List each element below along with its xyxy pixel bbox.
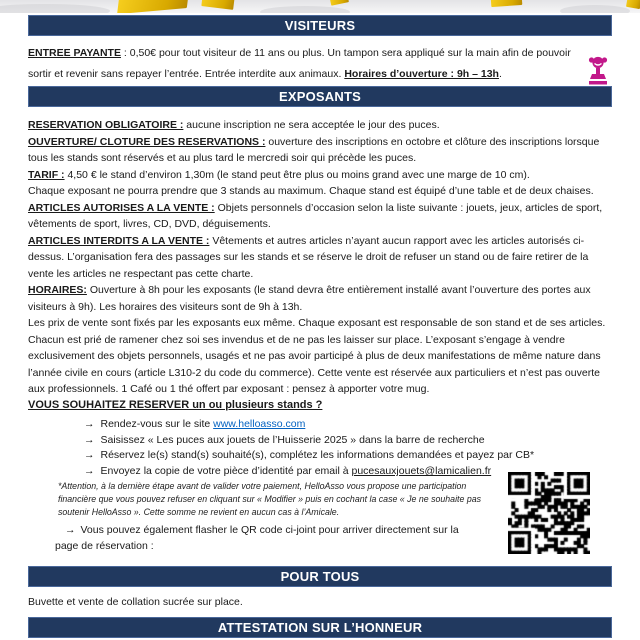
reservation-step	[84, 433, 564, 449]
paragraph-ouverture-cloture	[28, 134, 616, 167]
banner-shadow	[260, 6, 350, 13]
paragraph-text: Les prix de vente sont fixés par les exposants eux même. Chaque exposant est responsable de son stand et de ses articles. Chacun est prié de ramener chez soi ses invendus et de ne pas les laisser sur place. L’exposant s’engage à vendre exclusivement des objets personnels, usagés et ne pas avoir participé à plus de deux manifestations de même nature dans l’année civile en cours (article L310-2 du code du commerce). Cette vente est réservée aux particuliers et n’est pas ouverte aux professionnels. 1 Café ou 1 thé offert par exposant : pensez à apporter votre mug.	[28, 317, 606, 395]
step-text: Saisissez « Les puces aux jouets de l’Huisserie 2025 » dans la barre de recherche	[100, 433, 485, 446]
reservation-step	[84, 448, 564, 464]
paragraph-horaires	[28, 282, 616, 315]
paragraph-text: 0,50€ pour tout visiteur de 11 ans ou plus. Un tampon sera appliqué sur la main afin de pouvoir sortir et revenir sans repayer l’entrée. Entrée interdite aux animaux.	[28, 47, 571, 80]
paragraph-tarif	[28, 167, 616, 184]
paragraph-stands-max	[28, 183, 616, 200]
paragraph-text: aucune inscription ne sera acceptée le jour des puces.	[183, 119, 440, 131]
arrow-icon: →	[84, 433, 95, 446]
step-text: Envoyez la copie de votre pièce d’identité par email à	[100, 465, 352, 478]
banner-yellow-fragment	[117, 0, 189, 13]
top-banner-image	[0, 0, 640, 13]
paragraph-articles-interdits	[28, 233, 616, 283]
helloasso-link[interactable]: www.helloasso.com	[213, 418, 306, 430]
section-title: VISITEURS	[284, 18, 356, 33]
paragraph-label: ARTICLES AUTORISES A LA VENTE :	[28, 201, 215, 214]
section-header-attestation	[28, 617, 612, 638]
paragraph-end: .	[498, 68, 502, 80]
banner-shadow	[0, 4, 110, 13]
section-header-pour-tous	[28, 566, 612, 587]
reservation-step	[84, 417, 564, 433]
arrow-icon: →	[84, 465, 95, 478]
banner-yellow-fragment	[201, 0, 234, 10]
paragraph-label: RESERVATION OBLIGATOIRE :	[28, 119, 184, 131]
reservation-step	[84, 464, 564, 480]
paragraph-text: Ouverture à 8h pour les exposants (le stand devra être entièrement installé avant l’ouverture des portes aux visiteurs à 9h). Les horaires des visiteurs sont de 9h à 13h.	[28, 284, 591, 313]
section-title: EXPOSANTS	[279, 89, 361, 104]
paragraph-separator: :	[120, 47, 130, 59]
helloasso-warning-note: *Attention, à la dernière étape avant de valider votre paiement, HelloAsso vous propose une participation financière que vous pouvez refuser en cliquant sur « Modifier » puis en cochant la case « Je ne souhaite pas soutenir HelloAsso ». Cette somme ne revient en aucun cas à l’Amicale.	[58, 481, 481, 517]
paragraph-text: Chaque exposant ne pourra prendre que 3 stands au maximum. Chaque stand est équipé d’une table et de deux chaises.	[28, 185, 594, 197]
section-header-exposants	[28, 86, 612, 107]
section-header-visiteurs	[28, 15, 612, 36]
visiteurs-paragraph	[28, 43, 588, 85]
paragraph-text: Vous pouvez également flasher le QR code ci-joint pour arriver directement sur la page de réservation :	[55, 524, 459, 552]
paragraph-text: ouverture des inscriptions en octobre et clôture des inscriptions lorsque tous les stands sont réservés et au plus tard le mercredi soir qui précède les puces.	[28, 135, 600, 164]
paragraph-prix-vente	[28, 315, 616, 398]
arrow-icon: →	[84, 449, 95, 462]
paragraph-label: HORAIRES:	[28, 284, 87, 296]
arrow-icon: →	[84, 418, 95, 430]
banner-shadow	[560, 5, 630, 13]
arrow-icon: →	[65, 524, 76, 536]
qr-code-paragraph	[55, 522, 467, 554]
section-title: POUR TOUS	[280, 569, 360, 584]
banner-yellow-fragment	[329, 0, 349, 6]
buvette-paragraph	[28, 594, 616, 611]
step-text: Réservez le(s) stand(s) souhaité(s), complétez les informations demandées et payez par CB*	[100, 449, 535, 462]
opening-hours: Horaires d’ouverture : 9h – 13h	[344, 68, 499, 80]
paragraph-label: TARIF :	[28, 168, 65, 181]
banner-yellow-fragment	[626, 0, 640, 9]
paragraph-label: OUVERTURE/ CLOTURE DES RESERVATIONS :	[28, 135, 266, 148]
paragraph-text: Vêtements et autres articles n’ayant aucun rapport avec les articles autorisés ci-dessus. L’organisation fera des passages sur les stands et se réserve le droit de refuser un stand ou de faire retirer de la vente les articles ne respectant pas cette charte.	[28, 234, 589, 280]
paragraph-text: Buvette et vente de collation sucrée sur place.	[28, 596, 243, 608]
paragraph-articles-autorises	[28, 200, 616, 233]
reservation-steps	[84, 417, 564, 480]
paragraph-reservation	[28, 117, 616, 134]
banner-yellow-fragment	[491, 0, 523, 7]
paragraph-label: ARTICLES INTERDITS A LA VENTE :	[28, 234, 210, 247]
stamp-icon	[587, 56, 609, 86]
exposants-paragraphs	[28, 117, 616, 398]
paragraph-text: 4,50 € le stand d’environ 1,30m (le stand peut être plus ou moins grand avec une marge de 10 cm).	[64, 168, 530, 181]
paragraph-label: ENTREE PAYANTE	[28, 47, 121, 59]
qr-code	[508, 472, 590, 554]
reserve-heading: VOUS SOUHAITEZ RESERVER un ou plusieurs stands ?	[28, 399, 323, 411]
email-link[interactable]: pucesauxjouets@lamicalien.fr	[351, 465, 492, 478]
section-title: ATTESTATION SUR L’HONNEUR	[217, 620, 423, 635]
paragraph-text: Objets personnels d’occasion selon la liste suivante : jouets, jeux, articles de sport, vêtements de sport, livres, CD, DVD, déguisements.	[28, 201, 603, 230]
step-text: Rendez-vous sur le site	[100, 418, 214, 430]
